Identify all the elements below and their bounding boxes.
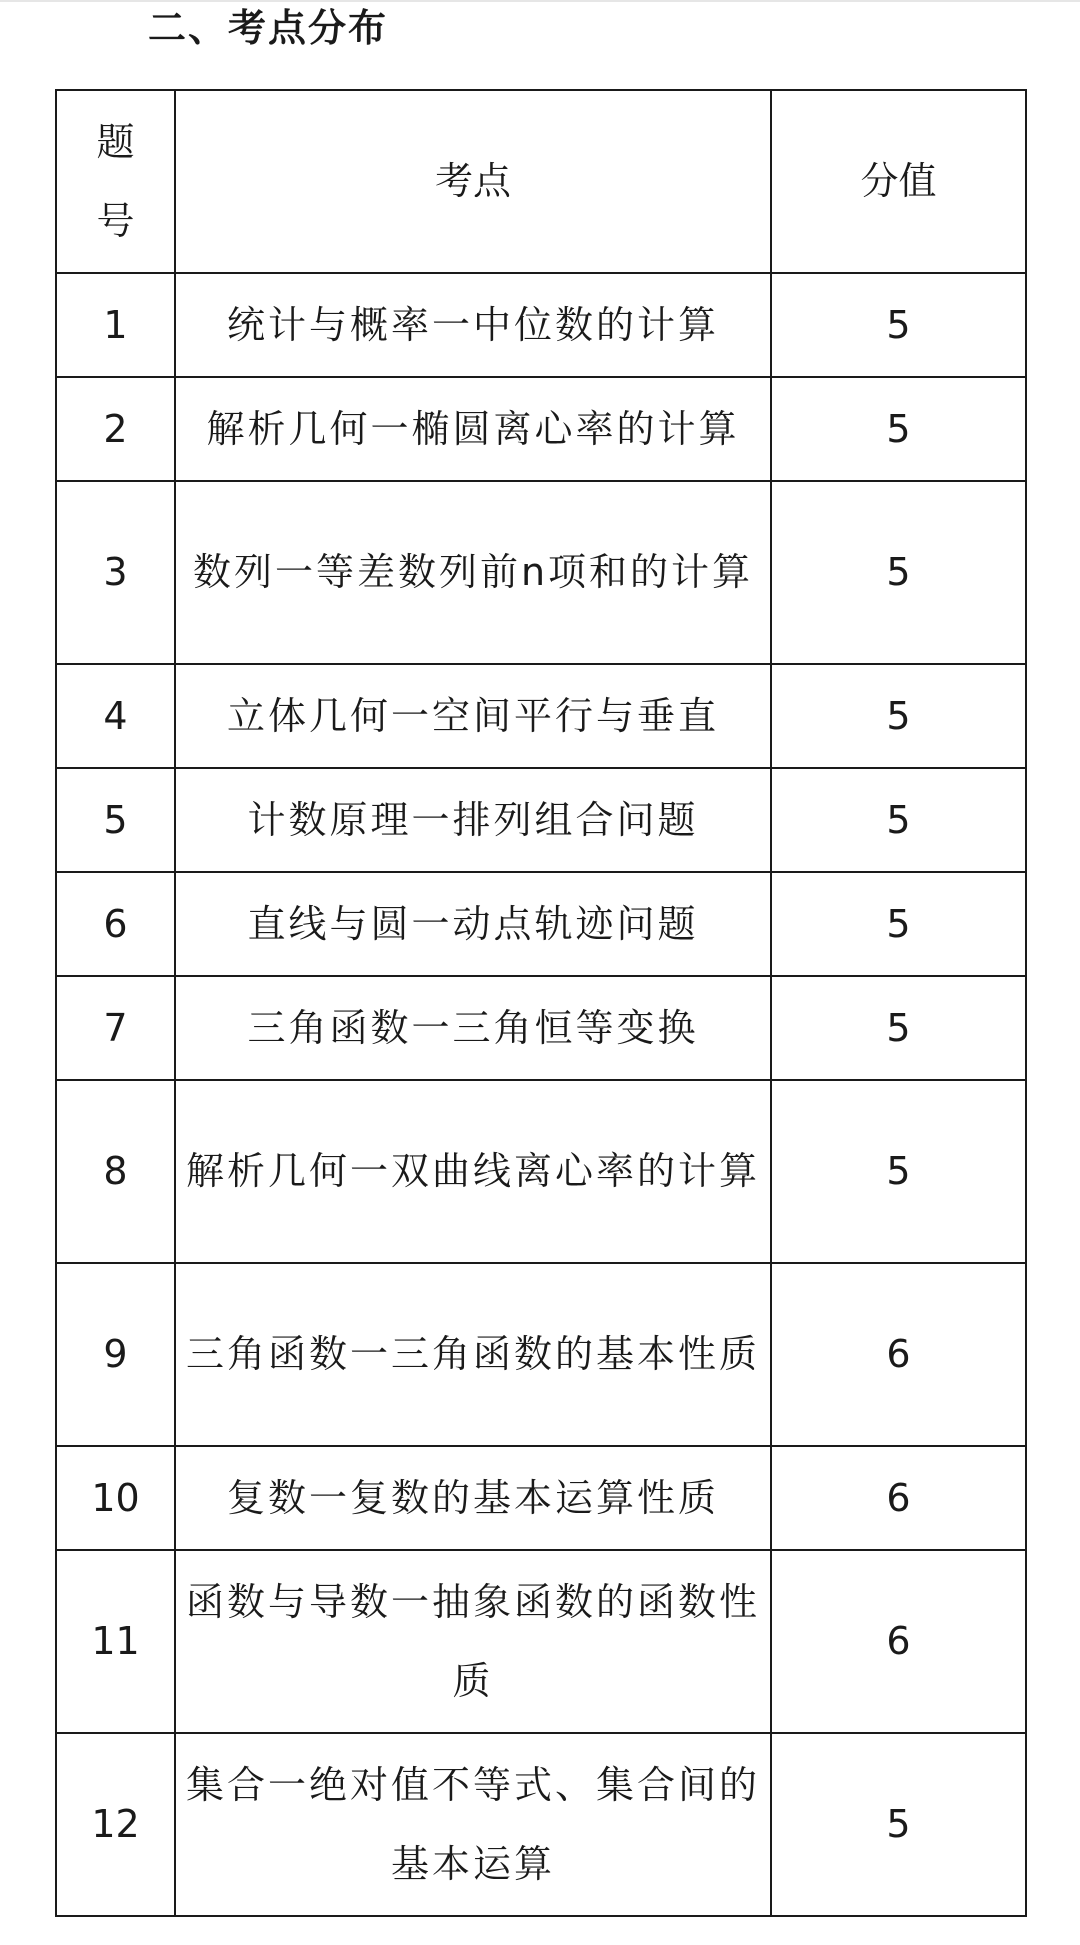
row-topic-text: 解析几何一双曲线离心率的计算 — [185, 1149, 760, 1193]
row-number: 1 — [56, 273, 175, 377]
row-score: 5 — [771, 976, 1026, 1080]
row-topic — [175, 976, 771, 1080]
row-number: 7 — [56, 976, 175, 1080]
row-topic — [175, 377, 771, 481]
row-topic — [175, 1733, 771, 1916]
row-number: 2 — [56, 377, 175, 481]
table-row — [56, 377, 1026, 481]
section-title: 二、考点分布 — [148, 6, 389, 50]
row-topic-text: 直线与圆一动点轨迹问题 — [247, 901, 699, 946]
row-topic-text: 三角函数一三角函数的基本性质 — [185, 1332, 760, 1376]
row-score: 5 — [771, 273, 1026, 377]
header-topic: 考点 — [175, 90, 771, 273]
row-number: 5 — [56, 768, 175, 872]
row-score: 6 — [771, 1446, 1026, 1550]
row-number: 12 — [56, 1733, 175, 1916]
row-number: 11 — [56, 1550, 175, 1733]
row-topic — [175, 1446, 771, 1550]
row-topic-text: 数列一等差数列前n项和的计算 — [192, 550, 754, 594]
row-score: 6 — [771, 1550, 1026, 1733]
row-score: 6 — [771, 1263, 1026, 1446]
row-topic-text: 复数一复数的基本运算性质 — [226, 1475, 719, 1520]
header-score: 分值 — [771, 90, 1026, 273]
table-row — [56, 1263, 1026, 1446]
row-topic-text: 立体几何一空间平行与垂直 — [226, 693, 719, 738]
row-topic — [175, 1550, 771, 1733]
table-row — [56, 976, 1026, 1080]
row-score: 5 — [771, 664, 1026, 768]
table-row — [56, 1733, 1026, 1916]
row-topic — [175, 664, 771, 768]
row-topic — [175, 481, 771, 664]
row-number: 6 — [56, 872, 175, 976]
row-score: 5 — [771, 481, 1026, 664]
table-row — [56, 664, 1026, 768]
exam-points-table — [55, 89, 1027, 1917]
row-topic — [175, 872, 771, 976]
row-number: 4 — [56, 664, 175, 768]
row-score: 5 — [771, 768, 1026, 872]
table-row — [56, 273, 1026, 377]
row-topic-text: 集合一绝对值不等式、集合间的基本运算 — [185, 1762, 760, 1886]
row-number: 8 — [56, 1080, 175, 1263]
row-topic — [175, 1080, 771, 1263]
header-number-label: 题号 — [96, 119, 135, 243]
row-number: 10 — [56, 1446, 175, 1550]
table-row — [56, 872, 1026, 976]
row-topic — [175, 1263, 771, 1446]
row-number: 9 — [56, 1263, 175, 1446]
row-score: 5 — [771, 1733, 1026, 1916]
header-number — [56, 90, 175, 273]
table-row — [56, 1550, 1026, 1733]
row-topic-text: 函数与导数一抽象函数的函数性质 — [185, 1579, 760, 1703]
row-topic-text: 解析几何一椭圆离心率的计算 — [206, 406, 740, 451]
row-topic — [175, 768, 771, 872]
row-score: 5 — [771, 1080, 1026, 1263]
table-row — [56, 768, 1026, 872]
row-topic-text: 三角函数一三角恒等变换 — [247, 1005, 699, 1050]
row-topic-text: 统计与概率一中位数的计算 — [226, 302, 719, 347]
table-row — [56, 1080, 1026, 1263]
row-score: 5 — [771, 872, 1026, 976]
row-topic-text: 计数原理一排列组合问题 — [247, 797, 699, 842]
row-topic — [175, 273, 771, 377]
row-number: 3 — [56, 481, 175, 664]
row-score: 5 — [771, 377, 1026, 481]
table-row — [56, 1446, 1026, 1550]
table-header-row — [56, 90, 1026, 273]
table-row — [56, 481, 1026, 664]
